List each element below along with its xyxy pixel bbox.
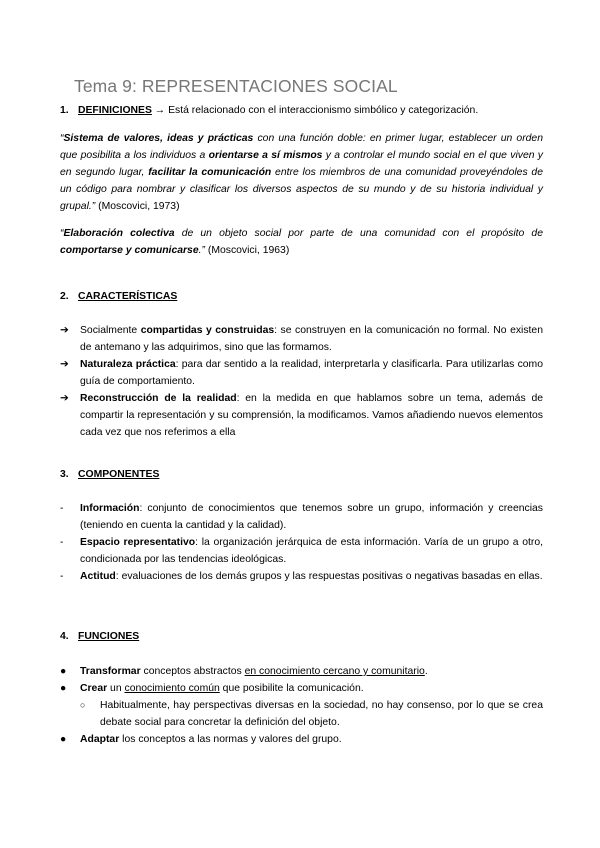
item-text: Socialmente — [80, 325, 141, 336]
section-componentes-heading — [60, 466, 159, 483]
item-text: conceptos abstractos — [140, 666, 245, 677]
item-bold: Crear — [80, 683, 108, 694]
section-number: 3. — [60, 469, 69, 480]
funciones-list — [60, 663, 543, 748]
item-bold: Adaptar — [80, 734, 120, 745]
item-text: : para dar sentido a la realidad, interpretarla y clasificarla. Para utilizarlas como guía de comportamiento. — [80, 359, 543, 387]
dash-bullet-icon: - — [60, 537, 64, 548]
quote-bold: Sistema de valores, ideas y prácticas — [63, 133, 254, 144]
section-definiciones-heading — [60, 102, 478, 119]
arrow-bullet-icon: ➔ — [60, 359, 69, 370]
item-text: que posibilite la comunicación. — [219, 683, 364, 694]
item-bold: Transformar — [80, 666, 141, 677]
list-item — [60, 568, 543, 585]
section-funciones-heading — [60, 628, 139, 645]
bullet-icon: ● — [60, 734, 67, 745]
section-caracteristicas-heading — [60, 288, 177, 305]
bullet-icon: ● — [60, 666, 67, 677]
hollow-bullet-icon: ○ — [80, 700, 86, 710]
item-bold: Naturaleza práctica — [80, 359, 176, 370]
list-item — [60, 680, 543, 697]
componentes-list — [60, 500, 543, 585]
section-number: 4. — [60, 631, 69, 642]
arrow-bullet-icon: ➔ — [60, 393, 69, 404]
item-bold: Actitud — [80, 571, 116, 582]
list-item — [60, 663, 543, 680]
item-text: los conceptos a las normas y valores del grupo. — [119, 734, 342, 745]
item-text: Habitualmente, hay perspectivas diversas en la sociedad, no hay consenso, por lo que se crea debate social para concretar la definición del objeto. — [100, 700, 543, 728]
quote-citation: (Moscovici, 1963) — [204, 245, 290, 256]
quote-bold: facilitar la comunicación — [148, 167, 272, 178]
bullet-icon: ● — [60, 683, 67, 694]
item-underlined: en conocimiento cercano y comunitario — [244, 666, 425, 677]
item-underlined: conocimiento común — [124, 683, 220, 694]
quote-text: y a controlar el mundo social en el que viven y en segundo lugar, — [60, 150, 544, 178]
list-item — [60, 356, 543, 390]
section-number: 1. — [60, 105, 69, 116]
definition-quote-1 — [60, 130, 543, 215]
item-text: : conjunto de conocimientos que tenemos sobre un grupo, información y creencias (teniendo en cuenta la cantidad y la calidad). — [80, 503, 543, 531]
list-item — [60, 534, 543, 568]
section-label: FUNCIONES — [78, 631, 140, 642]
section-intro-text: Está relacionado con el interaccionismo simbólico y categorización. — [168, 105, 479, 116]
item-text: : evaluaciones de los demás grupos y las respuestas positivas o negativas basadas en ellas. — [115, 571, 543, 582]
list-item — [60, 500, 543, 534]
item-text: un — [107, 683, 125, 694]
section-label: DEFINICIONES — [78, 105, 152, 116]
quote-open: “ — [60, 133, 64, 144]
sub-list-item — [60, 697, 543, 731]
arrow-icon: → — [154, 105, 166, 116]
page-title: Tema 9: REPRESENTACIONES SOCIAL — [74, 76, 398, 96]
quote-bold: Elaboración colectiva — [63, 228, 175, 239]
list-item — [60, 322, 543, 356]
quote-open: “ — [60, 228, 64, 239]
quote-text: con una función doble: en primer lugar, establecer un orden que posibilita a los individuos a — [60, 133, 543, 161]
item-text: . — [424, 666, 428, 677]
definition-quote-2 — [60, 225, 543, 259]
dash-bullet-icon: - — [60, 503, 64, 514]
quote-citation: (Moscovici, 1973) — [95, 201, 180, 212]
item-text: : la organización jerárquica de esta información. Varía de un grupo a otro, condicionada por las tendencias ideológicas. — [80, 537, 544, 565]
item-text: : en la medida en que hablamos sobre un tema, además de compartir la representación y su comprensión, la modificamos. Vamos añadiendo nuevos elementos cada vez que nos referimos a ella — [80, 393, 544, 438]
section-label: COMPONENTES — [78, 469, 160, 480]
list-item — [60, 731, 543, 748]
dash-bullet-icon: - — [60, 571, 64, 582]
quote-text: entre los miembros de una comunidad proveyéndoles de un código para nombrar y clasificar los diversos aspectos de su mundo y de su historia individual y grupal.” — [60, 167, 543, 212]
quote-bold: comportarse y comunicarse — [60, 245, 199, 256]
arrow-bullet-icon: ➔ — [60, 325, 69, 336]
item-bold: Reconstrucción de la realidad — [80, 393, 237, 404]
item-bold: Información — [80, 503, 140, 514]
list-item — [60, 390, 543, 441]
section-number: 2. — [60, 291, 69, 302]
item-text: : se construyen en la comunicación no formal. No existen de antemano y las adquirimos, sino que las formamos. — [80, 325, 543, 353]
caracteristicas-list — [60, 322, 543, 441]
item-bold: Espacio representativo — [80, 537, 196, 548]
quote-text: .” — [198, 245, 205, 256]
section-label: CARACTERÍSTICAS — [78, 291, 178, 302]
item-bold: compartidas y construidas — [140, 325, 275, 336]
quote-text: de un objeto social por parte de una comunidad con el propósito de — [174, 228, 543, 239]
quote-bold: orientarse a sí mismos — [208, 150, 323, 161]
